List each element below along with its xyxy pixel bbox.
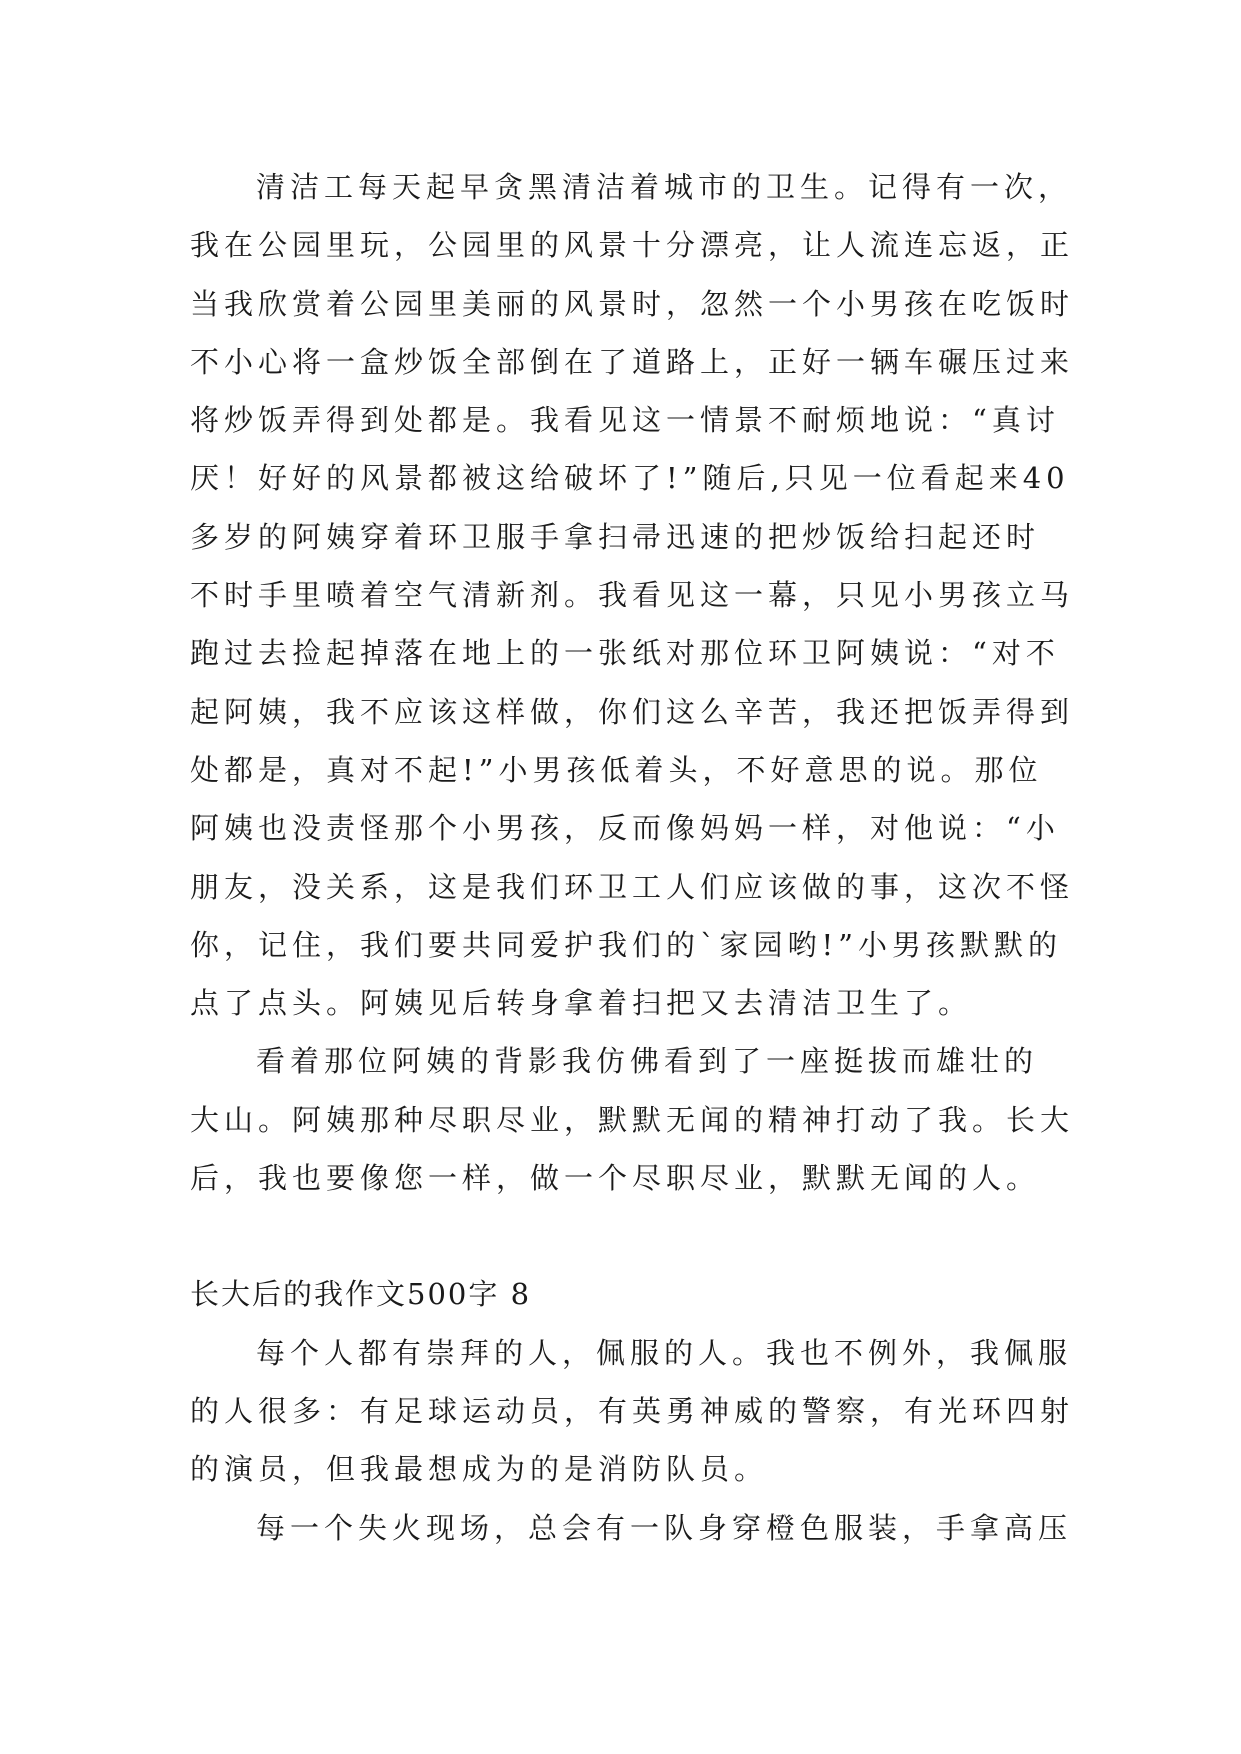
text-line: 每一个失火现场，总会有一队身穿橙色服装，手拿高压 — [256, 1510, 1073, 1545]
text-line: 多岁的阿姨穿着环卫服手拿扫帚迅速的把炒饭给扫起还时 — [190, 519, 1041, 554]
document-body — [190, 158, 1075, 1557]
section-spacer — [190, 1207, 1070, 1265]
text-line: 的人很多：有足球运动员，有英勇神威的警察，有光环四射 — [190, 1393, 1075, 1428]
paragraph-reflection — [190, 1032, 1075, 1207]
paragraph-cleaner-story — [190, 158, 1075, 1032]
text-line: 厌！好好的风景都被这给破坏了!”随后,只见一位看起来40 — [190, 461, 1070, 496]
text-line: 起阿姨，我不应该这样做，你们这么辛苦，我还把饭弄得到 — [190, 694, 1075, 729]
text-line: 处都是，真对不起!”小男孩低着头，不好意思的说。那位 — [190, 752, 1043, 787]
text-line: 的演员，但我最想成为的是消防队员。 — [190, 1452, 769, 1487]
text-line: 阿姨也没责怪那个小男孩，反而像妈妈一样，对他说：“小 — [190, 811, 1060, 846]
text-line: 将炒饭弄得到处都是。我看见这一情景不耐烦地说：“真讨 — [190, 403, 1060, 438]
paragraph-admiration — [190, 1324, 1075, 1499]
text-line: 当我欣赏着公园里美丽的风景时，忽然一个小男孩在吃饭时 — [190, 286, 1075, 321]
text-line: 点了点头。阿姨见后转身拿着扫把又去清洁卫生了。 — [190, 986, 973, 1021]
text-line: 看着那位阿姨的背影我仿佛看到了一座挺拔而雄壮的 — [256, 1044, 1039, 1079]
text-line: 后，我也要像您一样，做一个尽职尽业，默默无闻的人。 — [190, 1161, 1041, 1196]
text-line: 不小心将一盒炒饭全部倒在了道路上，正好一辆车碾压过来 — [190, 344, 1075, 379]
text-line: 朋友，没关系，这是我们环卫工人们应该做的事，这次不怪 — [190, 869, 1075, 904]
section-heading: 长大后的我作文500字 8 — [190, 1277, 532, 1312]
text-line: 我在公园里玩，公园里的风景十分漂亮，让人流连忘返，正 — [190, 228, 1075, 263]
text-line: 你，记住，我们要共同爱护我们的`家园哟!”小男孩默默的 — [190, 927, 1062, 962]
text-line: 大山。阿姨那种尽职尽业，默默无闻的精神打动了我。长大 — [190, 1102, 1075, 1137]
text-line: 清洁工每天起早贪黑清洁着城市的卫生。记得有一次， — [256, 170, 1073, 204]
text-line: 不时手里喷着空气清新剂。我看见这一幕，只见小男孩立马 — [190, 578, 1075, 613]
text-line: 跑过去捡起掉落在地上的一张纸对那位环卫阿姨说：“对不 — [190, 636, 1060, 671]
paragraph-firefighter — [190, 1499, 1073, 1557]
text-line: 每个人都有崇拜的人，佩服的人。我也不例外，我佩服 — [256, 1335, 1073, 1370]
